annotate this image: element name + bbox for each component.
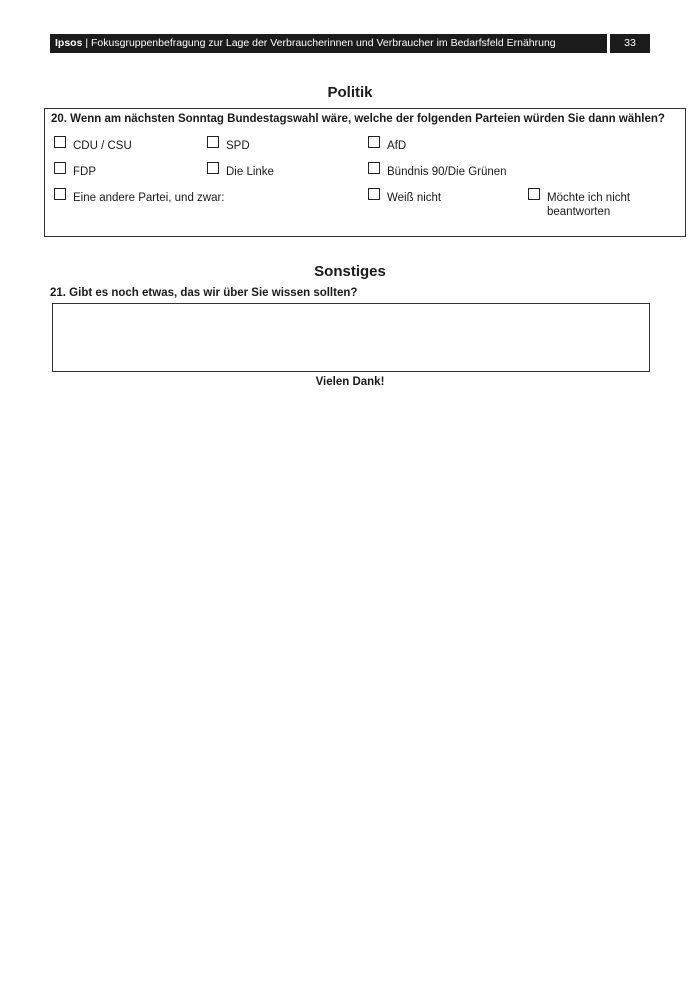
option-label: AfD bbox=[387, 140, 407, 152]
section-heading-politik: Politik bbox=[327, 84, 373, 101]
checkbox-icon[interactable] bbox=[54, 188, 66, 200]
checkbox-icon[interactable] bbox=[207, 136, 219, 148]
question-21-text: 21. Gibt es noch etwas, das wir über Sie wissen sollten? bbox=[50, 287, 358, 299]
page-header bbox=[50, 34, 650, 53]
header-title bbox=[55, 34, 556, 53]
question-21-answer-field[interactable] bbox=[52, 303, 650, 372]
checkbox-icon[interactable] bbox=[54, 162, 66, 174]
option-label: Weiß nicht bbox=[387, 192, 442, 204]
option-label: Bündnis 90/Die Grünen bbox=[387, 166, 507, 178]
option-label: Die Linke bbox=[226, 166, 274, 178]
checkbox-icon[interactable] bbox=[368, 188, 380, 200]
question-20-box bbox=[44, 108, 686, 237]
option-label: FDP bbox=[73, 166, 96, 178]
header-brand: Ipsos bbox=[55, 37, 83, 49]
question-20-text: 20. Wenn am nächsten Sonntag Bundestagswahl wäre, welche der folgenden Parteien würden Sie dann wählen? bbox=[51, 113, 665, 125]
checkbox-icon[interactable] bbox=[368, 136, 380, 148]
checkbox-icon[interactable] bbox=[207, 162, 219, 174]
option-label: Möchte ich nicht beantworten bbox=[547, 192, 631, 218]
option-label: Eine andere Partei, und zwar: bbox=[73, 192, 225, 204]
header-title-text: Fokusgruppenbefragung zur Lage der Verbraucherinnen und Verbraucher im Bedarfsfeld Ernährung bbox=[91, 37, 556, 49]
closing-text: Vielen Dank! bbox=[315, 376, 385, 388]
option-label: SPD bbox=[226, 140, 250, 152]
option-label: CDU / CSU bbox=[73, 140, 132, 152]
checkbox-icon[interactable] bbox=[54, 136, 66, 148]
checkbox-icon[interactable] bbox=[368, 162, 380, 174]
checkbox-icon[interactable] bbox=[528, 188, 540, 200]
page-number: 33 bbox=[624, 37, 636, 49]
section-heading-sonstiges: Sonstiges bbox=[314, 263, 386, 280]
header-separator: | bbox=[85, 37, 89, 49]
